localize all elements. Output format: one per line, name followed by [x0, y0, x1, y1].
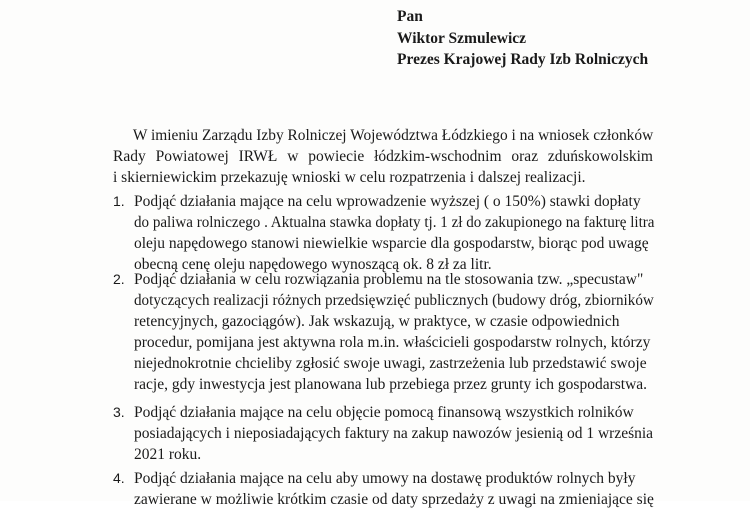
intro-line: i skierniewickim przekazuję wnioski w celu rozpatrzenia i dalszej realizacji.: [113, 169, 586, 186]
item-line: do paliwa rolniczego . Aktualna stawka dopłaty tj. 1 zł do zakupionego na fakturę litra: [134, 214, 655, 231]
item-line: Podjąć działania mające na celu wprowadzenie wyższej ( o 150%) stawki dopłaty: [134, 193, 641, 210]
item-line: procedur, pomijana jest aktywna rola m.in. właścicieli gospodarstw rolnych, którzy: [134, 334, 651, 351]
item-line: 2021 roku.: [134, 446, 202, 463]
item-line: oleju napędowego stanowi niewielkie wsparcie dla gospodarstw, biorąc pod uwagę: [134, 235, 649, 252]
addressee-position: Prezes Krajowej Rady Izb Rolniczych: [397, 51, 649, 68]
item-line: Podjąć działania w celu rozwiązania problemu na tle stosowania tzw. „specustaw": [134, 271, 644, 288]
item-line: Podjąć działania mające na celu aby umowy na dostawę produktów rolnych były: [134, 470, 636, 487]
item-text: [134, 402, 654, 465]
item-line: niejednokrotnie chcieliby zgłosić swoje uwagi, zastrzeżenia lub przedstawić swoje: [134, 355, 647, 372]
item-number: 3.: [113, 404, 125, 420]
item-line: dotyczących realizacji różnych przedsięwzięć publicznych (budowy dróg, zbiorników: [134, 292, 654, 309]
item-line: racje, gdy inwestycja jest planowana lub przebiega przez grunty ich gospodarstwa.: [134, 376, 648, 393]
item-line: zawierane w możliwie krótkim czasie od daty sprzedaży z uwagi na zmieniające się: [134, 491, 654, 508]
intro-line: Rady Powiatowej IRWŁ w powiecie łódzkim-wschodnim oraz zduńskowolskim: [113, 148, 653, 165]
item-line: Podjąć działania mające na celu objęcie pomocą finansową wszystkich rolników: [134, 404, 634, 421]
item-line: retencyjnych, gazociągów). Jak wskazują, w praktyce, w czasie odpowiednich: [134, 313, 620, 330]
item-number: 2.: [113, 271, 125, 287]
addressee-name: Wiktor Szmulewicz: [397, 29, 527, 47]
item-text: [134, 269, 654, 395]
item-line: obecną cenę oleju napędowego wynoszącą ok. 8 zł za litr.: [134, 256, 492, 273]
item-text: [134, 191, 654, 275]
addressee-salutation: Pan: [397, 8, 423, 25]
item-number: 1.: [113, 193, 125, 209]
addressee-block: [397, 6, 648, 71]
intro-paragraph: [113, 125, 653, 188]
item-text: [134, 468, 654, 510]
item-number: 4.: [113, 470, 125, 486]
intro-line: W imieniu Zarządu Izby Rolniczej Województwa Łódzkiego i na wniosek członków: [132, 127, 654, 144]
item-line: posiadających i nieposiadających faktury na zakup nawozów jesienią od 1 września: [134, 425, 654, 442]
